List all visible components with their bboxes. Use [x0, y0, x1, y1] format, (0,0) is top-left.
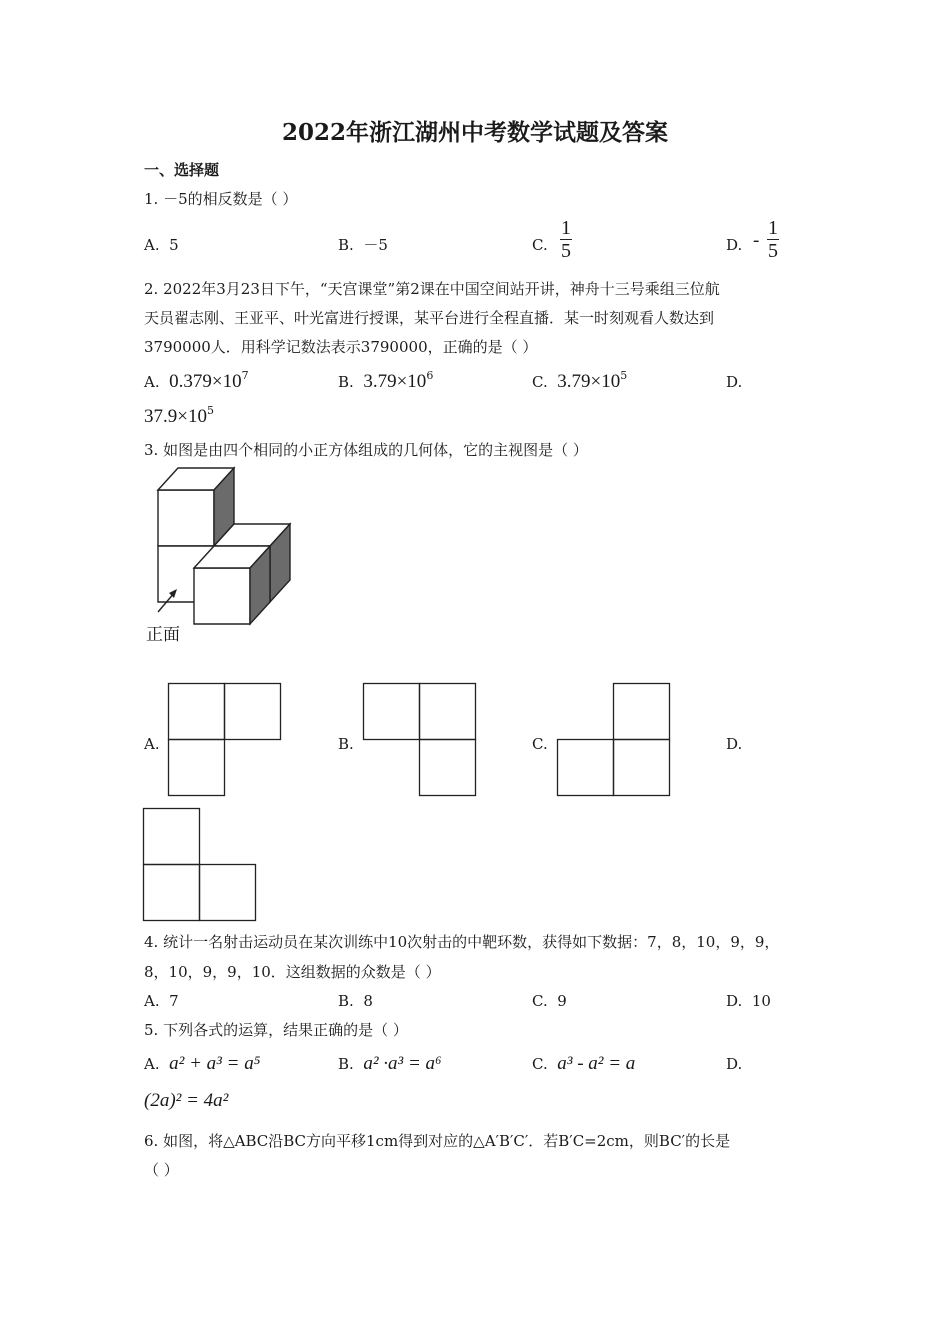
question-4-line-1: 4. 统计一名射击运动员在某次训练中10次射击的中靶环数，获得如下数据：7，8，10，9，9，	[144, 933, 780, 951]
q5-option-d-label[interactable]: D.	[726, 1055, 743, 1073]
q2-option-c[interactable]: C. $3.79\times 10^5$	[532, 369, 628, 392]
q4-option-d[interactable]: D. 10	[726, 992, 771, 1010]
question-5-stem: 5. 下列各式的运算，结果正确的是（ ）	[144, 1021, 408, 1039]
q5-option-d-expr: (2a)² = 4a²	[144, 1090, 229, 1111]
q3-cube-figure	[150, 462, 300, 632]
q1-option-c-label[interactable]: C.	[532, 236, 548, 254]
q5-option-c[interactable]: C. a³ - a² = a	[532, 1053, 636, 1074]
q1-option-b[interactable]: B. －5	[338, 236, 388, 254]
question-2-line-3: 3790000人．用科学记数法表示3790000，正确的是（ ）	[144, 338, 538, 356]
question-6-line-1: 6. 如图，将△ABC沿BC方向平移1cm得到对应的△A′B′C′．若B′C=2cm，则BC′的长是	[144, 1132, 731, 1150]
q1-option-a[interactable]: A. 5	[144, 236, 179, 254]
q5-option-a[interactable]: A. a² + a³ = a⁵	[144, 1053, 261, 1074]
q1-option-c-fraction: 1 5	[561, 217, 571, 262]
q1-option-d-sign: -	[753, 230, 760, 251]
q2-option-d-value: $37.9\times 10^5$	[144, 404, 214, 427]
question-1-stem: 1. －5的相反数是（ ）	[144, 190, 298, 208]
q3-option-a-label[interactable]: A.	[144, 735, 160, 753]
q3-front-label: 正面	[146, 625, 180, 645]
q3-option-c-figure[interactable]	[557, 683, 671, 797]
q3-option-a-figure[interactable]	[168, 683, 282, 797]
q2-option-a[interactable]: A. $0.379\times 10^7$	[144, 369, 249, 392]
q2-option-d-label[interactable]: D.	[726, 373, 743, 391]
question-2-line-2: 天员翟志刚、王亚平、叶光富进行授课，某平台进行全程直播．某一时刻观看人数达到	[144, 309, 715, 327]
q1-option-d-fraction: 1 5	[768, 217, 778, 262]
q4-option-b[interactable]: B. 8	[338, 992, 373, 1010]
page-title: 2022年浙江湖州中考数学试题及答案	[281, 119, 668, 146]
question-3-stem: 3. 如图是由四个相同的小正方体组成的几何体，它的主视图是（ ）	[144, 441, 588, 459]
question-6-line-2: （ ）	[144, 1161, 179, 1179]
q3-option-d-figure[interactable]	[143, 808, 257, 922]
section-heading: 一、选择题	[144, 161, 220, 179]
q5-option-b[interactable]: B. a² ·a³ = a⁶	[338, 1053, 442, 1074]
q3-option-b-label[interactable]: B.	[338, 735, 354, 753]
q4-option-c[interactable]: C. 9	[532, 992, 567, 1010]
question-2-line-1: 2. 2022年3月23日下午，“天宫课堂”第2课在中国空间站开讲，神舟十三号乘组三位航	[144, 280, 720, 298]
q3-option-d-label[interactable]: D.	[726, 735, 743, 753]
q3-option-c-label[interactable]: C.	[532, 735, 548, 753]
q4-option-a[interactable]: A. 7	[144, 992, 179, 1010]
q3-option-b-figure[interactable]	[363, 683, 477, 797]
q2-option-b[interactable]: B. $3.79\times 10^6$	[338, 369, 434, 392]
question-4-line-2: 8，10，9，9，10．这组数据的众数是（ ）	[144, 963, 441, 981]
q1-option-d-label[interactable]: D.	[726, 236, 743, 254]
